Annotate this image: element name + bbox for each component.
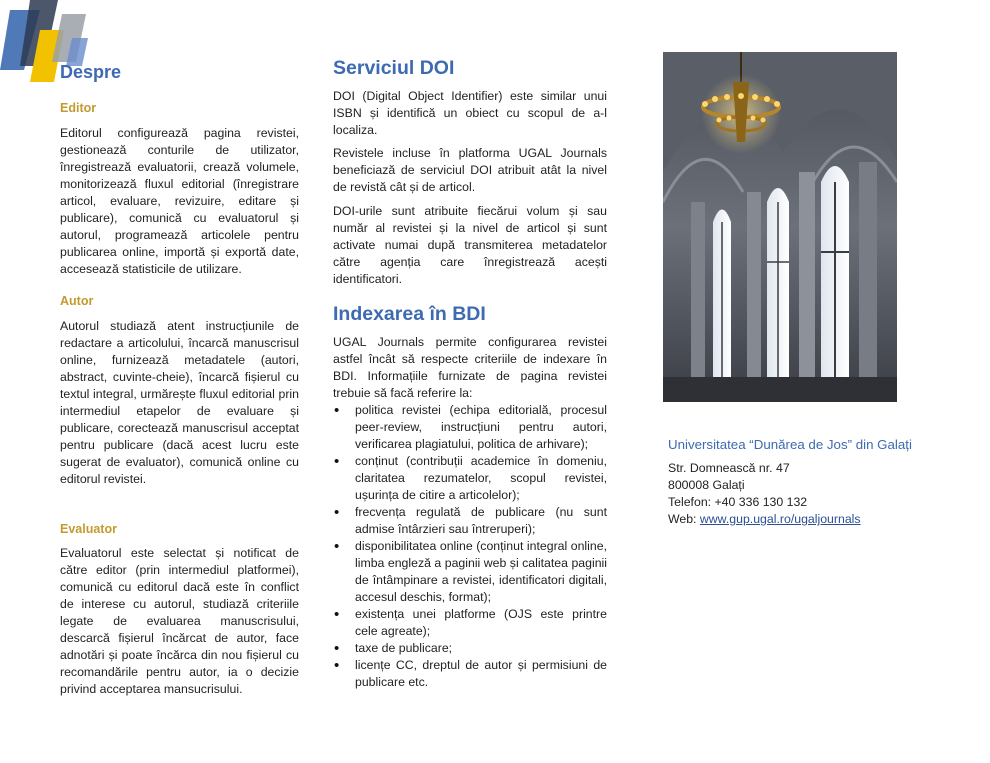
address-street: Str. Domnească nr. 47	[668, 461, 790, 475]
web-line	[668, 512, 861, 526]
address-city: 800008 Galați	[668, 478, 745, 492]
list-item: • politica revistei (echipa editorială, procesul peer-review, instrucțiuni pentru autori, verificarea plagiatului, politica de arhivare);	[333, 402, 607, 453]
university-name: Universitatea “Dunărea de Jos” din Galați	[668, 437, 912, 452]
heading-indexarea-bdi: Indexarea în BDI	[333, 303, 486, 325]
paragraph-editor: Editorul configurează pagina revistei, gestionează conturile de utilizator, înregistrează evaluatorii, crează volumele, monitorizează fluxul editorial (înregistrare articol, evaluare, revizuire, editare și publicare), comunică cu evaluatorul și autorul, programează articolele pentru publicarea online, importă și exportă date, accesează statisticile de utilizare.	[60, 126, 299, 276]
list-item: • disponibilitatea online (conținut integral online, limba engleză a paginii web și calitatea paginii de întâmpinare a revistei, identificatori digitali, accesul deschis, format);	[333, 538, 607, 606]
list-item: • licențe CC, dreptul de autor și permisiuni de publicare etc.	[333, 657, 607, 691]
heading-editor: Editor	[60, 101, 97, 115]
section-title-despre: Despre	[60, 62, 122, 82]
web-link[interactable]: www.gup.ugal.ro/ugaljournals	[699, 512, 861, 526]
paragraph-autor: Autorul studiază atent instrucțiunile de redactare a articolului, încarcă manuscrisul online, furnizează metadatele (autori, abstract, cuvinte-cheie), încarcă fișierul cu textul integral, urmărește fluxul editorial prin intermediul etapelor de evaluare și publicare, corectează manuscrisul acceptat pentru publicare (dacă acest lucru este sugerat de evaluator), comunică online cu editorul revistei.	[60, 319, 299, 486]
paragraph-doi-3: DOI-urile sunt atribuite fiecărui volum și sau număr al revistei și la nivel de articol și sunt activate numai după transmiterea metadatelor către agenția care înregistrează acești identificatori.	[333, 204, 607, 286]
bdi-criteria-list	[333, 402, 607, 691]
paragraph-doi-2: Revistele incluse în platforma UGAL Journals beneficiază de serviciul DOI atribuit atât la nivel de revistă cât și de articol.	[333, 146, 607, 194]
web-label: Web:	[668, 512, 700, 526]
paragraph-evaluator: Evaluatorul este selectat și notificat de către editor (prin intermediul platformei), comunică cu editorul dacă este în conflict de interese cu autorul, studiază criteriile legate de evaluarea manuscrisului, descarcă fișierul încărcat de autor, face adnotări și poate încărca din nou fișierul cu recomandările pentru autor, ia o decizie privind acceptarea mansucrisului.	[60, 546, 299, 696]
list-item: • taxe de publicare;	[333, 640, 607, 657]
phone-number: Telefon: +40 336 130 132	[668, 495, 808, 509]
heading-serviciul-doi: Serviciul DOI	[333, 57, 455, 79]
paragraph-doi-1: DOI (Digital Object Identifier) este similar unui ISBN și identifică un obiect cu scopul de a-l localiza.	[333, 89, 607, 137]
chandelier-hall-photo	[663, 52, 897, 402]
list-item: • frecvența regulată de publicare (nu sunt admise întârzieri sau întreruperi);	[333, 504, 607, 538]
list-item: • conținut (contribuții academice în domeniu, claritatea rezumatelor, scopul revistei, ușurința de citire a articolelor);	[333, 453, 607, 504]
heading-evaluator: Evaluator	[60, 522, 117, 536]
list-item: • existența unei platforme (OJS este printre cele agreate);	[333, 606, 607, 640]
heading-autor: Autor	[60, 294, 94, 308]
paragraph-bdi-intro: UGAL Journals permite configurarea revistei astfel încât să respecte criteriile de indexare în BDI. Informațiile furnizate de pagina revistei trebuie să facă referire la:	[333, 335, 607, 400]
